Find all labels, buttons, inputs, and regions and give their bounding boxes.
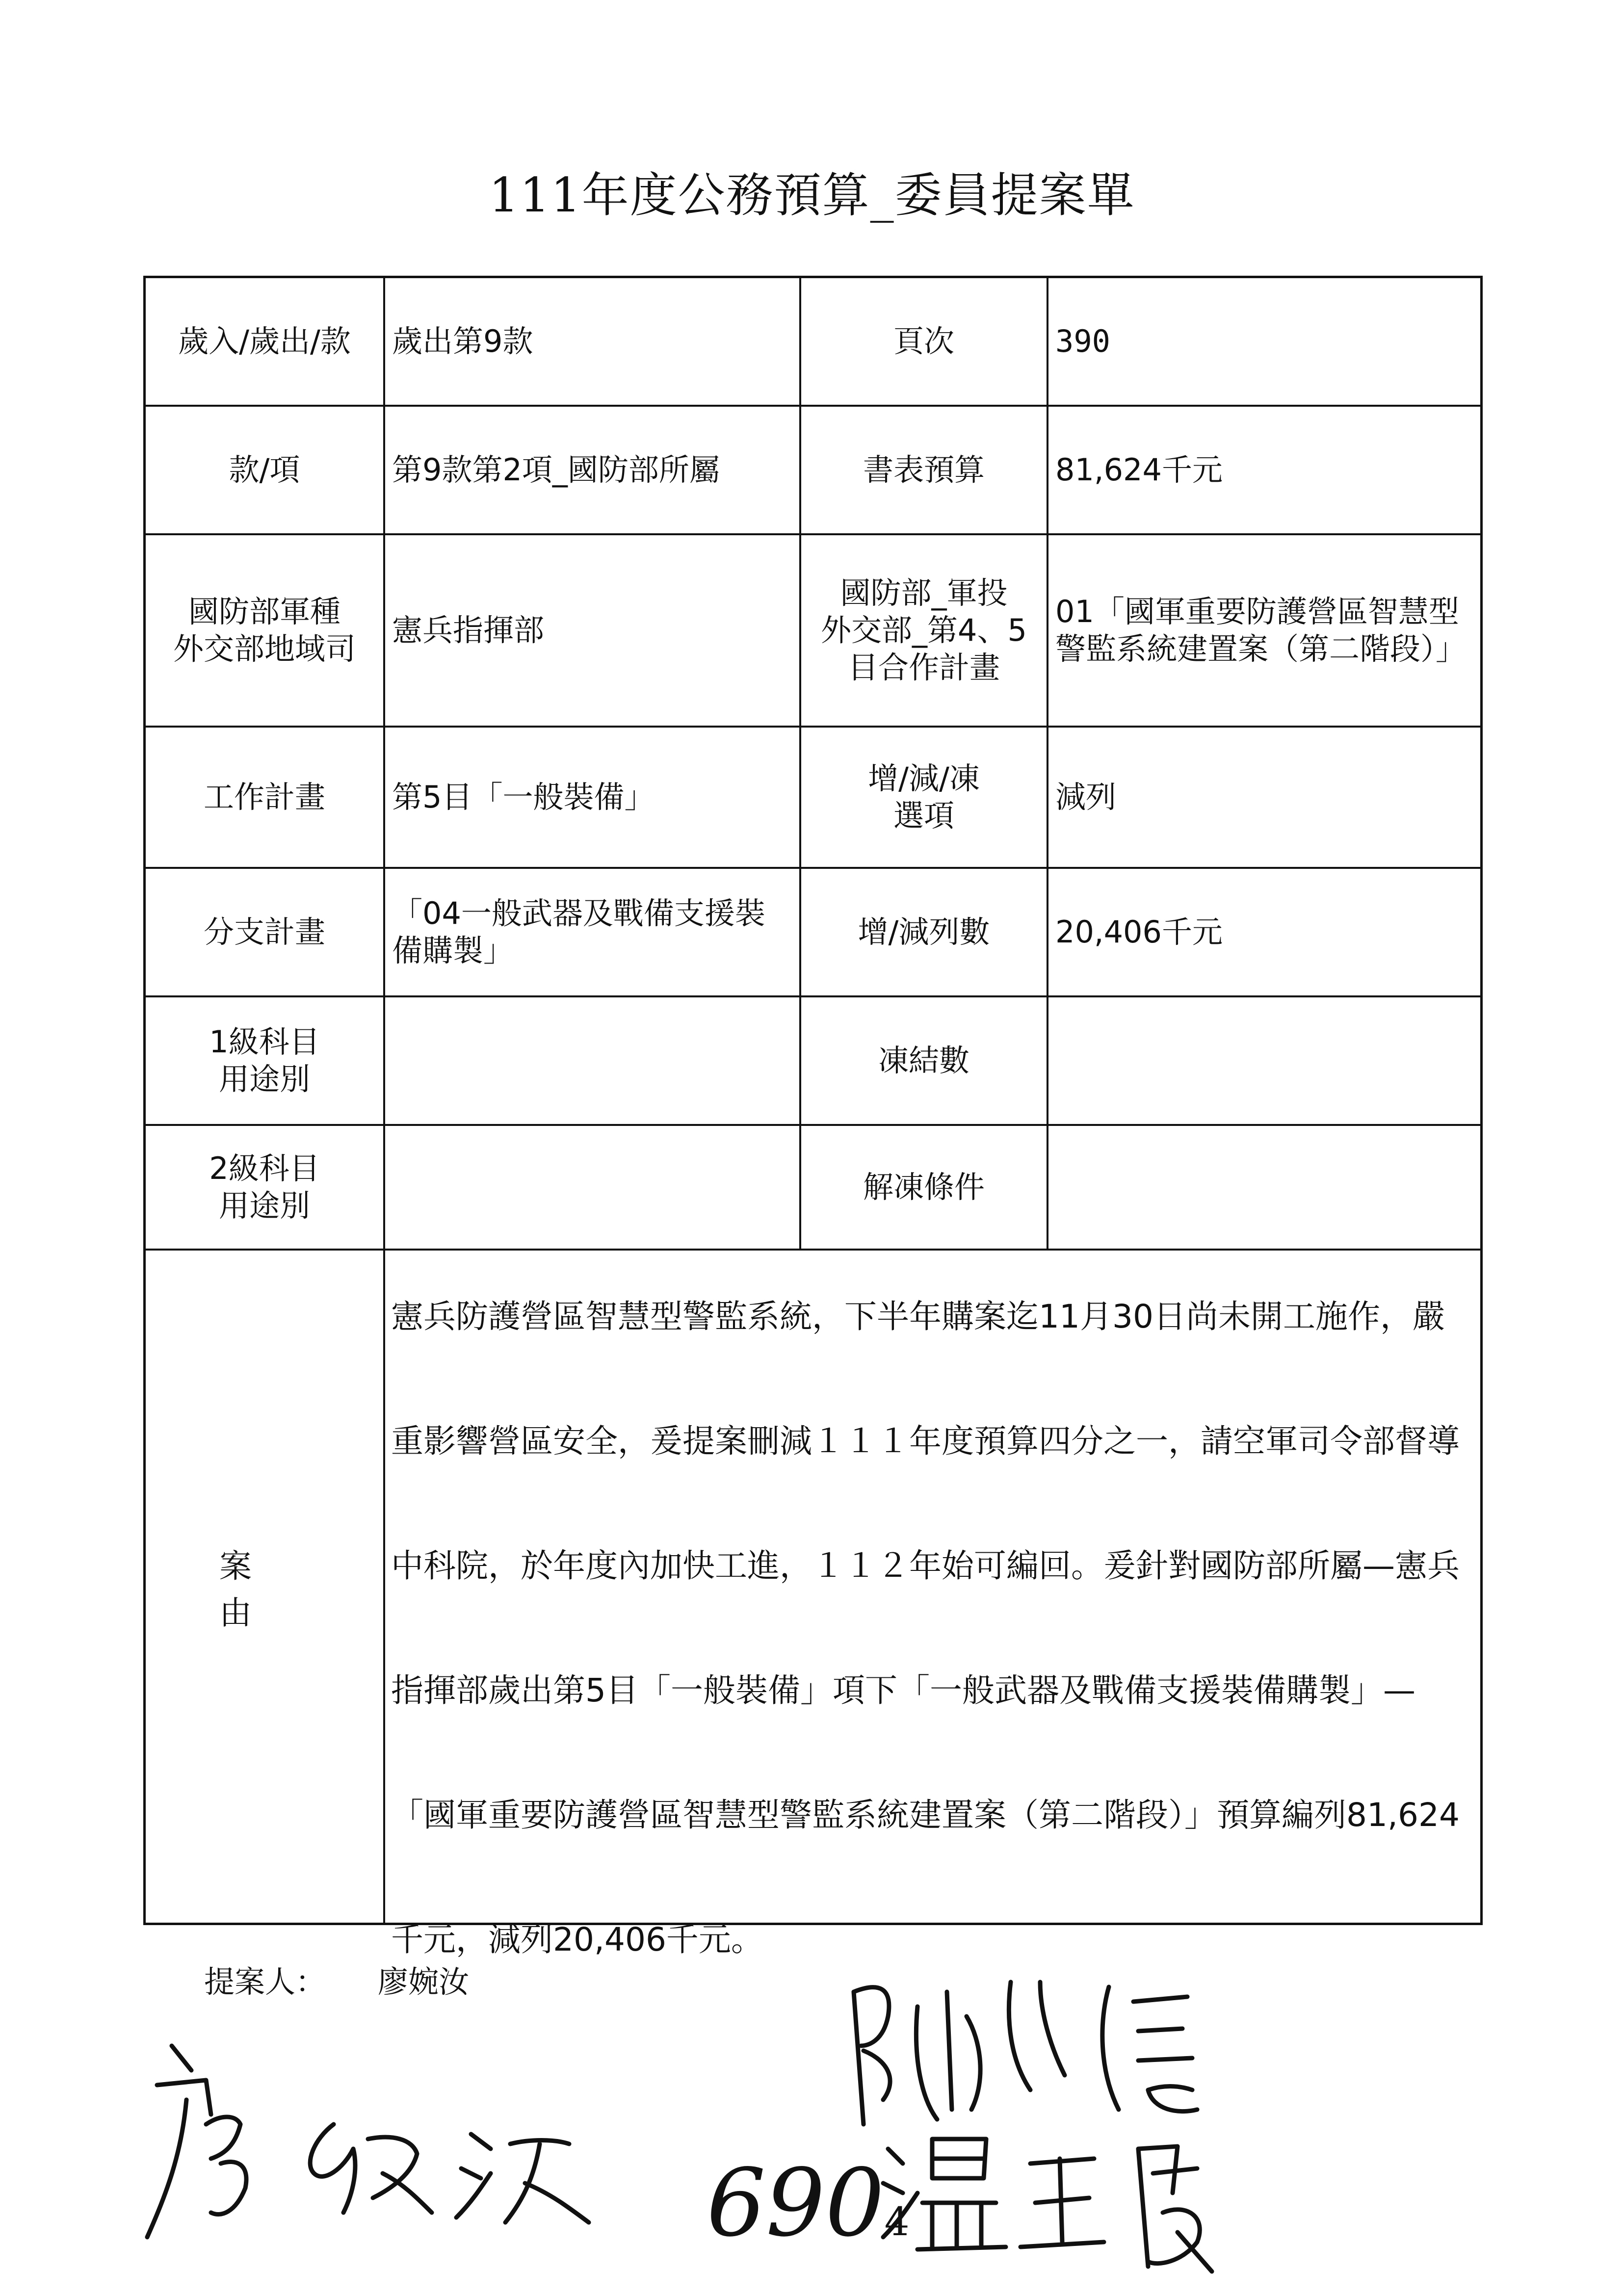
row-3-label-2 — [801, 728, 1048, 869]
row-5-label-2: 凍結數 — [801, 997, 1048, 1126]
row-6-value-1 — [385, 1126, 801, 1251]
signature-3 — [873, 2119, 1227, 2286]
row-4-label-1: 分支計畫 — [146, 869, 385, 997]
row-0-label-2: 頁次 — [801, 278, 1048, 407]
row-0-label-1: 歲入/歲出/款 — [146, 278, 385, 407]
row-6-value-2 — [1048, 1126, 1480, 1251]
row-6-label-2: 解凍條件 — [801, 1126, 1048, 1251]
row-1-value-2: 81,624千元 — [1048, 407, 1480, 535]
row-4-label-2: 增/減列數 — [801, 869, 1048, 997]
row-3-label-2-text: 增/減/凍 選項 — [868, 760, 980, 834]
row-2-label-2-text: 國防部_軍投 外交部_第4、5 目合作計畫 — [821, 575, 1027, 685]
row-3-value-1: 第5目「一般裝備」 — [385, 728, 801, 869]
row-0-value-1: 歲出第9款 — [385, 278, 801, 407]
page-stamp — [707, 2149, 910, 2257]
row-5-label-1-text: 1級科目 用途別 — [209, 1024, 320, 1097]
reason-text: 憲兵防護營區智慧型警監系統，下半年購案迄11月30日尚未開工施作，嚴重影響營區安全，爰提案刪減１１１年度預算四分之一，請空軍司令部督導中科院，於年度內加快工進，１１２年始可編回。爰針對國防部所屬—憲兵指揮部歲出第5目「一般裝備」項下「一般武器及戰備支援裝備購製」—「國軍重要防護營區智慧型警監系統建置案（第二階段）」預算編列81,624千元，減列20,406千元。 — [391, 1298, 1460, 1958]
row-5-value-1 — [385, 997, 801, 1126]
proposal-form-table — [143, 276, 1483, 1958]
row-2-label-1-text: 國防部軍種 外交部地域司 — [173, 594, 356, 667]
proposer-name: 廖婉汝 — [378, 1964, 470, 2000]
row-2-value-1: 憲兵指揮部 — [385, 535, 801, 728]
row-6-label-1 — [146, 1126, 385, 1251]
row-3-label-1: 工作計畫 — [146, 728, 385, 869]
row-5-value-2 — [1048, 997, 1480, 1126]
row-1-value-1: 第9款第2項_國防部所屬 — [385, 407, 801, 535]
page-stamp-sub: 4 — [884, 2199, 910, 2244]
form-title: 111年度公務預算_委員提案單 — [489, 168, 1135, 223]
row-1-label-1: 款/項 — [146, 407, 385, 535]
row-1-label-2: 書表預算 — [801, 407, 1048, 535]
row-2-value-2: 01「國軍重要防護營區智慧型警監系統建置案（第二階段）」 — [1048, 535, 1480, 728]
signature-1 — [137, 2026, 677, 2262]
row-3-value-2: 減列 — [1048, 728, 1480, 869]
row-5-label-1 — [146, 997, 385, 1126]
proposer-label: 提案人： — [204, 1964, 326, 2000]
row-2-label-2 — [801, 535, 1048, 728]
row-2-label-1 — [146, 535, 385, 728]
row-4-value-1: 「04一般武器及戰備支援裝備購製」 — [385, 869, 801, 997]
reason-label: 案由 — [146, 1251, 385, 1923]
row-6-label-1-text: 2級科目 用途別 — [209, 1150, 320, 1224]
row-4-value-2: 20,406千元 — [1048, 869, 1480, 997]
page-stamp-main: 690 — [707, 2149, 885, 2257]
row-0-value-2: 390 — [1048, 278, 1480, 407]
